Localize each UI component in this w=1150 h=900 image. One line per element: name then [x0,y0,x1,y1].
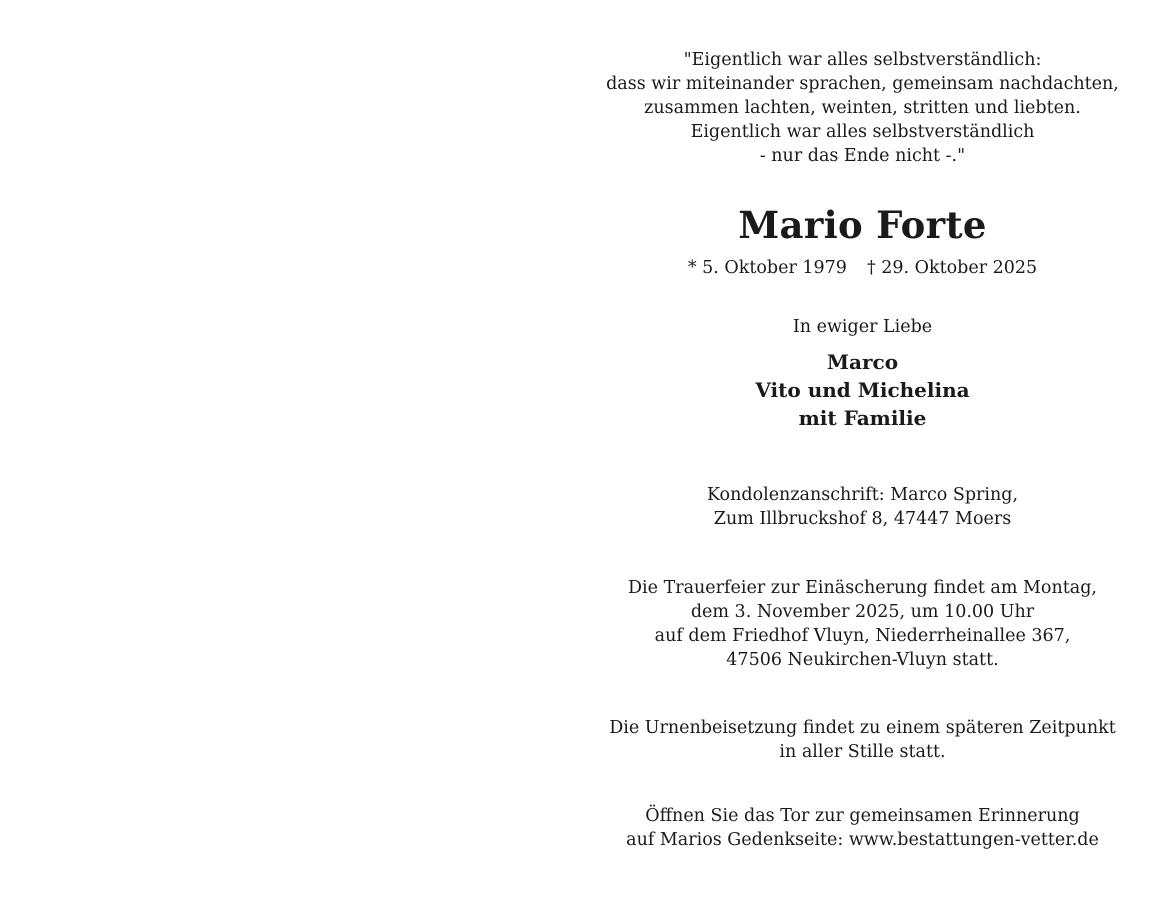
condolence-address [575,483,1150,531]
ceremony-line: 47506 Neukirchen-Vluyn statt. [726,650,999,670]
mourner-name: Vito und Michelina [755,378,970,402]
burial-line: in aller Stille statt. [779,742,946,762]
deceased-name: Mario Forte [738,203,987,247]
mourner-name: mit Familie [798,406,927,430]
memorial-line: Öffnen Sie das Tor zur gemeinsamen Erinnerung [645,806,1080,826]
ceremony-info [575,576,1150,672]
mourners-list [575,348,1150,432]
memorial-page-info [575,804,1150,852]
ceremony-line: auf dem Friedhof Vluyn, Niederrheinallee 367, [654,626,1071,646]
burial-info [575,716,1150,764]
quote-line: dass wir miteinander sprachen, gemeinsam nachdachten, [606,74,1119,94]
burial-line: Die Urnenbeisetzung findet zu einem späteren Zeitpunkt [609,718,1116,738]
quote-line: - nur das Ende nicht -." [759,146,966,166]
life-dates [575,256,1150,280]
birth-date: * 5. Oktober 1979 [687,258,847,278]
quote-line: Eigentlich war alles selbstverständlich [690,122,1035,142]
quote-line: "Eigentlich war alles selbstverständlich: [683,50,1042,70]
dedication-text: In ewiger Liebe [792,317,933,337]
obituary-text-panel [575,0,1150,900]
condolence-line: Zum Illbruckshof 8, 47447 Moers [713,509,1012,529]
memorial-line: auf Marios Gedenkseite: www.bestattungen-vetter.de [626,830,1099,850]
mourner-name: Marco [826,350,899,374]
quote-line: zusammen lachten, weinten, stritten und liebten. [644,98,1081,118]
death-date: † 29. Oktober 2025 [866,258,1038,278]
ceremony-line: Die Trauerfeier zur Einäscherung findet am Montag, [628,578,1097,598]
ceremony-line: dem 3. November 2025, um 10.00 Uhr [690,602,1035,622]
condolence-line: Kondolenzanschrift: Marco Spring, [706,485,1019,505]
memorial-quote [575,48,1150,168]
